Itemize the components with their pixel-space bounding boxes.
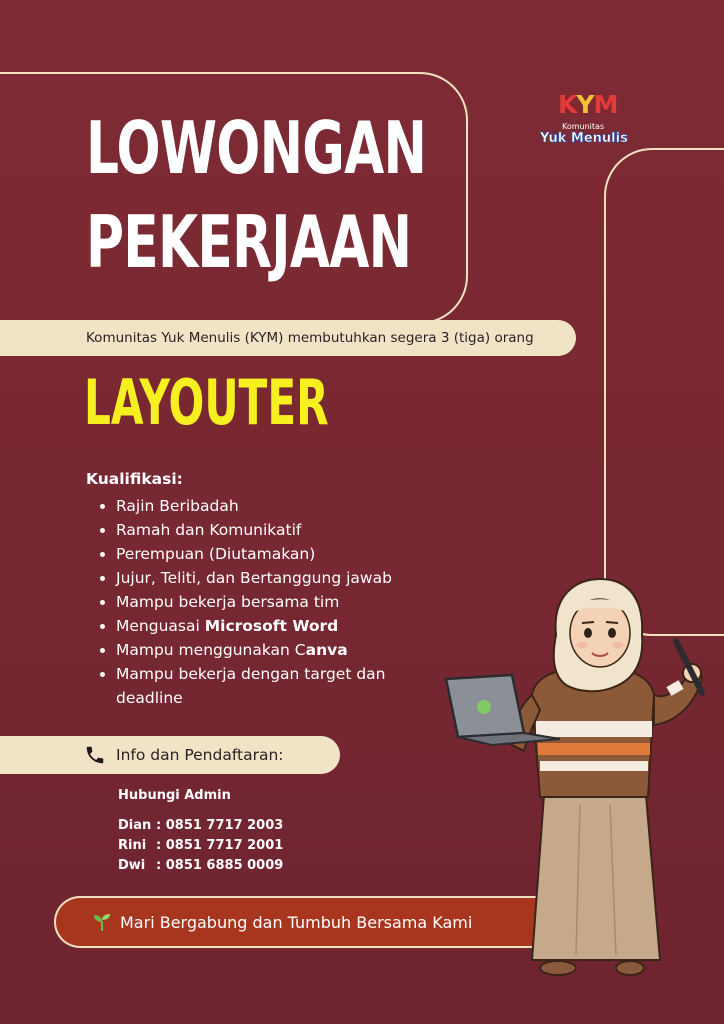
logo-letter-m: M [593, 90, 618, 119]
sprout-icon [92, 912, 112, 932]
qualification-text-continued: deadline [116, 689, 183, 707]
qualification-text: Mampu bekerja dengan target dan [116, 665, 386, 683]
logo-letter-k: K [558, 90, 577, 119]
contact-row [118, 838, 283, 853]
qualification-text: Ramah dan Komunikatif [116, 521, 302, 539]
qualification-text: Perempuan (Diutamakan) [116, 545, 316, 563]
info-banner [0, 736, 340, 774]
logo-letters [558, 90, 617, 119]
qualification-text: Menguasai [116, 617, 205, 635]
qualification-item [100, 614, 430, 638]
kym-logo [540, 90, 634, 150]
info-label: Info dan Pendaftaran: [116, 746, 284, 764]
qualification-item [100, 590, 430, 614]
footer-text: Mari Bergabung dan Tumbuh Bersama Kami [120, 912, 473, 932]
contact-name: Dian [118, 818, 152, 833]
contact-row [118, 818, 283, 833]
qualifications-list [100, 494, 430, 710]
qualification-item [100, 662, 430, 710]
contact-number: : 0851 7717 2001 [156, 838, 284, 853]
qualification-text: Jujur, Teliti, dan Bertanggung jawab [116, 569, 392, 587]
qualification-item [100, 542, 430, 566]
logo-letter-y: Y [576, 90, 594, 119]
right-decorative-frame [604, 148, 724, 636]
qualification-item [100, 494, 430, 518]
contact-name: Rini [118, 838, 147, 853]
contact-name: Dwi [118, 858, 146, 873]
qualification-text: Rajin Beribadah [116, 497, 239, 515]
qualification-item [100, 638, 430, 662]
qualification-bold-text: anva [305, 641, 348, 659]
qualifications-heading: Kualifikasi: [86, 470, 183, 488]
subtitle-text: Komunitas Yuk Menulis (KYM) membutuhkan segera 3 (tiga) orang [86, 330, 534, 346]
logo-name: Yuk Menulis [540, 131, 628, 146]
qualification-bold-text: Microsoft Word [204, 617, 339, 635]
qualification-text: Mampu menggunakan C [116, 641, 306, 659]
qualification-text: Mampu bekerja bersama tim [116, 593, 340, 611]
contact-number: : 0851 6885 0009 [156, 858, 284, 873]
qualification-item [100, 566, 430, 590]
logo-subtext: Komunitas [562, 122, 605, 131]
contact-heading: Hubungi Admin [118, 788, 231, 803]
qualification-item [100, 518, 430, 542]
page-title-line-1: LOWONGAN [86, 106, 427, 190]
woman-with-laptop-illustration [440, 575, 712, 995]
role-title: LAYOUTER [84, 366, 329, 439]
phone-icon [84, 744, 106, 766]
subtitle-banner [0, 320, 576, 356]
contact-row [118, 858, 283, 873]
contact-number: : 0851 7717 2003 [156, 818, 284, 833]
page-title-line-2: PEKERJAAN [86, 200, 412, 284]
